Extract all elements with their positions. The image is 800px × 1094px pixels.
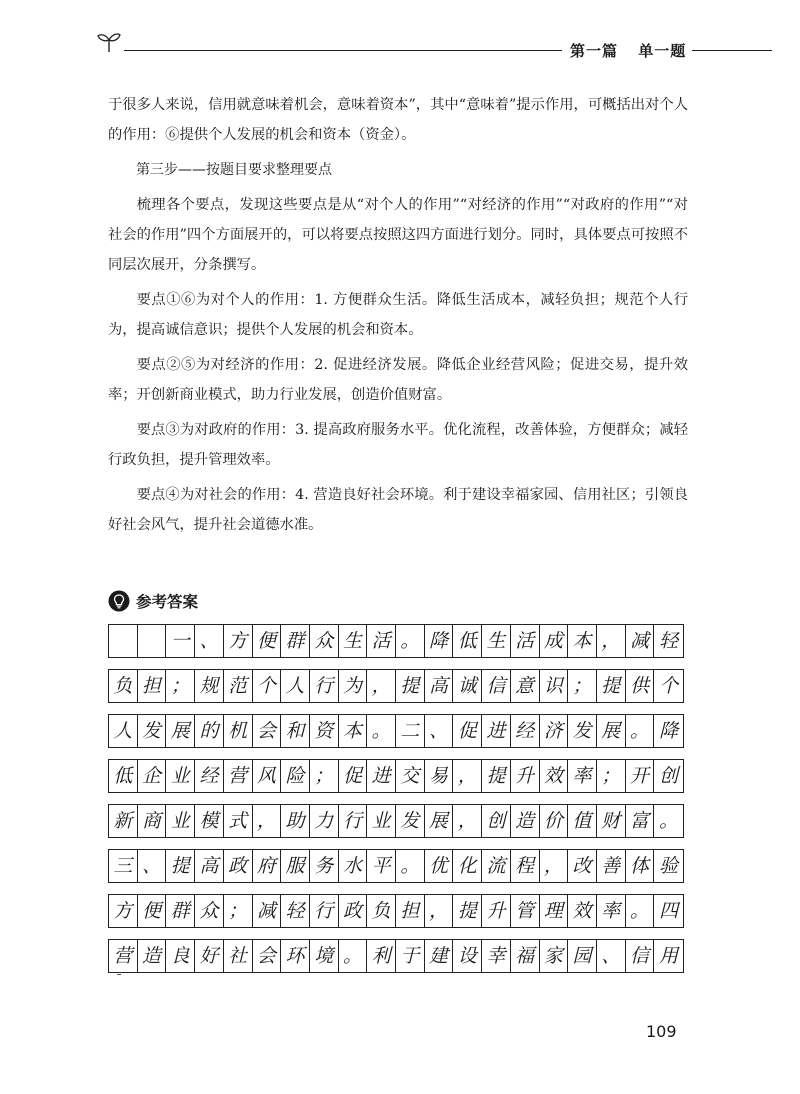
grid-cell: 建 <box>425 940 454 972</box>
grid-cell: 社 <box>224 940 253 972</box>
grid-cell: 式 <box>224 805 253 837</box>
paragraph: 要点②⑤为对经济的作用：2. 促进经济发展。降低企业经营风险；促进交易，提升效率；开创新商业模式，助力行业发展，创造价值财富。 <box>108 357 688 403</box>
header-rule-right <box>692 50 772 51</box>
grid-cell: 信 <box>626 940 655 972</box>
grid-cell: ， <box>425 895 454 927</box>
grid-cell: 众 <box>195 895 224 927</box>
header-title <box>570 40 686 61</box>
grid-cell: 为 <box>339 670 368 702</box>
grid-cell: 活 <box>367 625 396 657</box>
grid-cell: 价 <box>540 805 569 837</box>
grid-cell: 升 <box>511 760 540 792</box>
grid-cell: 开 <box>626 760 655 792</box>
paragraph: 梳理各个要点，发现这些要点是从“对个人的作用”“对经济的作用”“对政府的作用”“对社会的作用”四个方面展开的，可以将要点按照这四方面进行划分。同时，具体要点可按照不同层次展开，分条撰写。 <box>108 197 688 273</box>
page-number: 109 <box>646 1022 677 1041</box>
grid-cell: 模 <box>195 805 224 837</box>
grid-cell: 二 <box>396 715 425 747</box>
answer-title: 参考答案 <box>136 593 199 611</box>
grid-cell: ， <box>540 850 569 882</box>
grid-cell: 助 <box>281 805 310 837</box>
grid-cell: 好 <box>195 940 224 972</box>
grid-cell: 。 <box>396 850 425 882</box>
grid-cell: 值 <box>568 805 597 837</box>
grid-cell: 业 <box>166 805 195 837</box>
grid-cell: 便 <box>138 895 167 927</box>
grid-cell: 、 <box>138 850 167 882</box>
grid-cell: 一 <box>166 625 195 657</box>
grid-cell: 。 <box>367 715 396 747</box>
grid-cell: 个 <box>253 670 282 702</box>
grid-cell: ； <box>568 670 597 702</box>
grid-cell: 造 <box>138 940 167 972</box>
grid-cell: 园 <box>568 940 597 972</box>
grid-cell: 财 <box>597 805 626 837</box>
grid-cell: 负 <box>109 670 138 702</box>
header-rule-left <box>124 50 562 51</box>
header-part: 第一篇 <box>570 42 619 60</box>
grid-cell: 营 <box>109 940 138 972</box>
grid-cell: 经 <box>511 715 540 747</box>
grid-cell: 商 <box>138 805 167 837</box>
grid-cell: 规 <box>195 670 224 702</box>
grid-cell: 优 <box>425 850 454 882</box>
grid-cell: 理 <box>540 895 569 927</box>
grid-cell: 减 <box>253 895 282 927</box>
grid-cell: 低 <box>109 760 138 792</box>
grid-cell: 造 <box>511 805 540 837</box>
lightbulb-icon <box>108 590 130 612</box>
grid-cell: 高 <box>195 850 224 882</box>
grid-cell: 生 <box>482 625 511 657</box>
grid-cell: 轻 <box>659 629 679 652</box>
grid-cell: 验 <box>659 854 679 877</box>
grid-cell: 群 <box>166 895 195 927</box>
grid-cell: 幸 <box>482 940 511 972</box>
grid-cell: 供 <box>626 670 655 702</box>
grid-cell: ； <box>597 760 626 792</box>
paragraph: 第三步——按题目要求整理要点 <box>136 162 332 178</box>
grid-cell: 业 <box>166 760 195 792</box>
grid-cell: 易 <box>425 760 454 792</box>
answer-grid <box>108 624 684 984</box>
grid-cell: 程 <box>511 850 540 882</box>
grid-cell: 经 <box>195 760 224 792</box>
grid-row <box>108 804 684 838</box>
grid-row <box>108 759 684 793</box>
grid-cell: 境 <box>310 940 339 972</box>
grid-row <box>108 714 684 748</box>
grid-cell: 范 <box>224 670 253 702</box>
grid-cell: 富 <box>626 805 655 837</box>
grid-cell: 服 <box>281 850 310 882</box>
grid-cell: 、 <box>195 625 224 657</box>
grid-cell: 群 <box>281 625 310 657</box>
grid-cell: 业 <box>367 805 396 837</box>
grid-cell: 发 <box>396 805 425 837</box>
grid-cell: 意 <box>511 670 540 702</box>
grid-cell: 本 <box>568 625 597 657</box>
grid-cell: 流 <box>482 850 511 882</box>
grid-cell: 展 <box>597 715 626 747</box>
grid-cell: 平 <box>367 850 396 882</box>
grid-cell: 机 <box>224 715 253 747</box>
grid-row <box>108 849 684 883</box>
grid-cell: 提 <box>166 850 195 882</box>
grid-cell: 、 <box>597 940 626 972</box>
grid-row <box>108 669 684 703</box>
grid-cell: 于 <box>396 940 425 972</box>
grid-cell: 。 <box>626 715 655 747</box>
grid-cell: 资 <box>310 715 339 747</box>
grid-cell: 众 <box>310 625 339 657</box>
grid-cell: 发 <box>568 715 597 747</box>
grid-cell: 和 <box>281 715 310 747</box>
grid-cell: 诚 <box>453 670 482 702</box>
grid-cell: 担 <box>138 670 167 702</box>
grid-cell: 高 <box>425 670 454 702</box>
grid-cell: 信 <box>482 670 511 702</box>
grid-cell: 改 <box>568 850 597 882</box>
grid-cell: 人 <box>281 670 310 702</box>
grid-cell: 企 <box>138 760 167 792</box>
grid-cell: 会 <box>253 715 282 747</box>
grid-cell: 个 <box>659 674 679 697</box>
grid-cell: 务 <box>310 850 339 882</box>
sprout-icon <box>96 30 122 54</box>
grid-cell: 的 <box>195 715 224 747</box>
grid-cell: 福 <box>511 940 540 972</box>
grid-cell: 负 <box>367 895 396 927</box>
grid-cell: 效 <box>568 895 597 927</box>
grid-cell: 利 <box>367 940 396 972</box>
grid-cell: 率 <box>597 895 626 927</box>
stray-mark <box>117 974 121 975</box>
body-text <box>108 90 688 545</box>
grid-cell: 降 <box>425 625 454 657</box>
grid-cell: 降 <box>659 719 679 742</box>
grid-cell: 交 <box>396 760 425 792</box>
grid-cell: 。 <box>396 625 425 657</box>
grid-cell: 创 <box>482 805 511 837</box>
paragraph: 要点④为对社会的作用：4. 营造良好社会环境。利于建设幸福家园、信用社区；引领良好社会风气，提升社会道德水准。 <box>108 487 688 533</box>
grid-cell: 展 <box>166 715 195 747</box>
grid-cell: 创 <box>659 764 679 787</box>
paragraph: 要点③为对政府的作用：3. 提高政府服务水平。优化流程，改善体验，方便群众；减轻行政负担，提升管理效率。 <box>108 422 688 468</box>
paragraph: 于很多人来说，信用就意味着机会，意味着资本”，其中“意味着”提示作用，可概括出对个人的作用：⑥提供个人发展的机会和资本（资金）。 <box>108 97 688 143</box>
grid-cell: 担 <box>396 895 425 927</box>
grid-cell: 。 <box>659 809 679 832</box>
grid-cell: 识 <box>540 670 569 702</box>
grid-cell: ； <box>224 895 253 927</box>
answer-heading <box>108 588 198 614</box>
grid-cell: 方 <box>109 895 138 927</box>
grid-cell: 政 <box>339 895 368 927</box>
grid-cell: 善 <box>597 850 626 882</box>
grid-cell: 化 <box>453 850 482 882</box>
grid-cell: 轻 <box>281 895 310 927</box>
grid-cell: 良 <box>166 940 195 972</box>
grid-cell: ， <box>367 670 396 702</box>
grid-cell: 行 <box>310 895 339 927</box>
grid-cell: 济 <box>540 715 569 747</box>
grid-cell: 环 <box>281 940 310 972</box>
grid-cell: 险 <box>281 760 310 792</box>
grid-cell <box>138 625 167 657</box>
grid-cell: 会 <box>253 940 282 972</box>
grid-cell <box>109 625 138 657</box>
grid-cell: 效 <box>540 760 569 792</box>
grid-cell: 。 <box>626 895 655 927</box>
grid-cell: 进 <box>367 760 396 792</box>
grid-cell: ， <box>453 805 482 837</box>
grid-cell: 行 <box>339 805 368 837</box>
grid-row <box>108 894 684 928</box>
grid-cell: 便 <box>253 625 282 657</box>
grid-cell: 四 <box>659 899 679 922</box>
grid-cell: 新 <box>109 805 138 837</box>
grid-cell: 人 <box>109 715 138 747</box>
grid-cell: 本 <box>339 715 368 747</box>
grid-cell: 行 <box>310 670 339 702</box>
grid-cell: 低 <box>453 625 482 657</box>
grid-cell: 升 <box>482 895 511 927</box>
grid-cell: 进 <box>482 715 511 747</box>
grid-cell: 风 <box>253 760 282 792</box>
grid-cell: 促 <box>453 715 482 747</box>
grid-cell: 率 <box>568 760 597 792</box>
grid-cell: 提 <box>482 760 511 792</box>
grid-cell: 管 <box>511 895 540 927</box>
grid-cell: 生 <box>339 625 368 657</box>
grid-cell: 促 <box>339 760 368 792</box>
grid-cell: 、 <box>425 715 454 747</box>
grid-cell: 方 <box>224 625 253 657</box>
paragraph: 要点①⑥为对个人的作用：1. 方便群众生活。降低生活成本，减轻负担；规范个人行为，提高诚信意识；提供个人发展的机会和资本。 <box>108 292 688 338</box>
grid-cell: ， <box>253 805 282 837</box>
grid-cell: ； <box>310 760 339 792</box>
grid-cell: 发 <box>138 715 167 747</box>
grid-cell: 力 <box>310 805 339 837</box>
grid-cell: 家 <box>540 940 569 972</box>
grid-cell: 用 <box>659 944 679 967</box>
grid-cell: 展 <box>425 805 454 837</box>
grid-cell: 成 <box>540 625 569 657</box>
grid-cell: 设 <box>453 940 482 972</box>
header-section: 单一题 <box>638 42 687 60</box>
grid-cell: 政 <box>224 850 253 882</box>
grid-cell: 三 <box>109 850 138 882</box>
grid-cell: ， <box>597 625 626 657</box>
grid-cell: 。 <box>339 940 368 972</box>
grid-cell: 活 <box>511 625 540 657</box>
grid-cell: 减 <box>626 625 655 657</box>
grid-cell: 提 <box>597 670 626 702</box>
grid-cell: ， <box>453 760 482 792</box>
grid-cell: 水 <box>339 850 368 882</box>
grid-cell: 提 <box>396 670 425 702</box>
grid-cell: 府 <box>253 850 282 882</box>
grid-row <box>108 939 684 973</box>
grid-cell: 营 <box>224 760 253 792</box>
page-header <box>0 0 800 70</box>
grid-cell: 体 <box>626 850 655 882</box>
grid-cell: ； <box>166 670 195 702</box>
grid-cell: 提 <box>453 895 482 927</box>
grid-row <box>108 624 684 658</box>
